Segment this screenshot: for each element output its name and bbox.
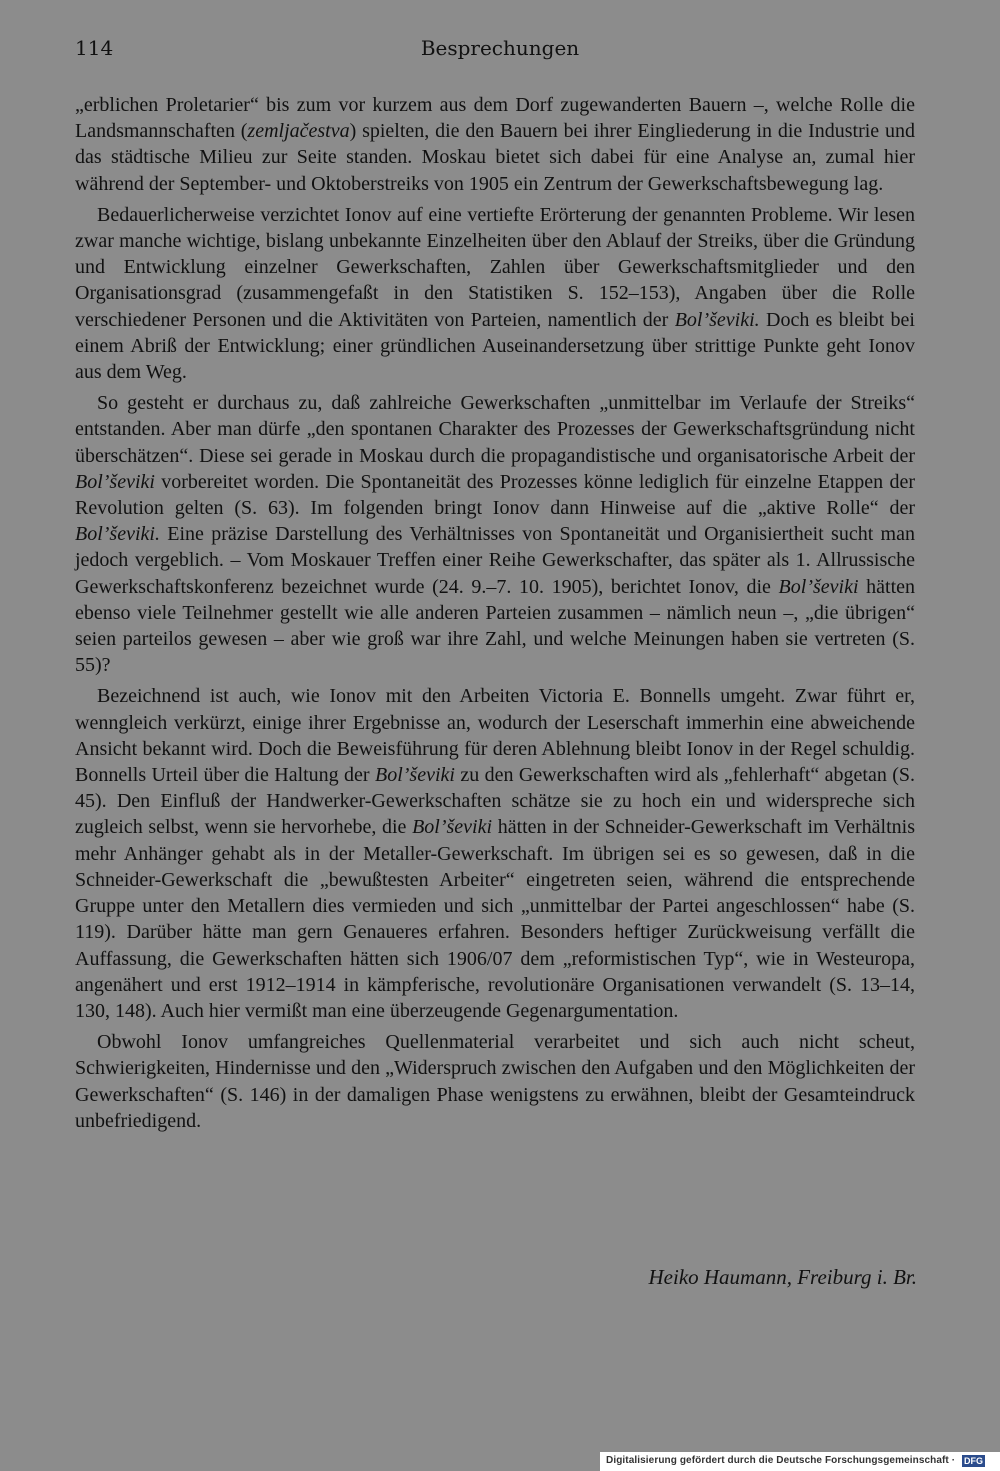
- running-head: Besprechungen: [420, 36, 580, 60]
- italic-term: Bol’ševiki.: [674, 308, 760, 331]
- text-run: hätten in der Schneider-Gewerkschaft im Verhältnis mehr Anhänger gehabt als in der Metaller-Gewerkschaft. Im übrigen sei es so gewesen, daß in die Schneider-Gewerkschaft die „bewußtesten Arbeiter“ eingetreten seien, während die entsprechende Gruppe unter den Metallern dies vermieden und sich „unmittelbar der Partei angeschlossen“ habe (S. 119). Darüber hätte man gern Genaueres erfahren. Besonders heftiger Zurückweisung verfällt die Auffassung, die Gewerkschaften hätten sich 1906/07 dem „reformistischen Typ“, wie in Westeuropa, angenähert und erst 1912–1914 in kämpferische, revolutionäre Organisationen verwandelt (S. 13–14, 130, 148). Auch hier vermißt man eine überzeugende Gegenargumentation.: [75, 816, 915, 1022]
- paragraph: [75, 390, 915, 678]
- italic-term: Bol’ševiki: [374, 764, 455, 787]
- italic-term: Bol’ševiki.: [75, 523, 160, 546]
- text-run: Doch es bleibt bei einem Abriß der Entwicklung; einer gründlichen Auseinandersetzung über strittige Punkte geht Ionov aus dem Weg.: [75, 308, 915, 384]
- dfg-logo-icon: DFG: [964, 1456, 983, 1466]
- text-run: ) spielten, die den Bauern bei ihrer Eingliederung in die Industrie und das städtische Milieu zur Seite standen. Moskau bietet sich dabei für eine Analyse an, zumal hier während der September- und Oktoberstreiks von 1905 ein Zentrum der Gewerkschaftsbewegung lag.: [75, 120, 915, 195]
- italic-term: Bol’ševiki: [75, 470, 155, 493]
- author-signature: Heiko Haumann, Freiburg i. Br.: [648, 1265, 917, 1289]
- text-run: Bedauerlicherweise verzichtet Ionov auf eine vertiefte Erörterung der genannten Probleme. Wir lesen zwar manche wichtige, bislang unbekannte Einzelheiten über den Ablauf der Streiks, über die Gründung und Entwicklung einzelner Gewerkschaften, Zahlen über Gewerkschaftsmitglieder und den Organisationsgrad (zusammengefaßt in den Statistiken S. 152–153), Angaben über die Rolle verschiedener Personen und die Aktivitäten von Parteien, namentlich der: [75, 203, 915, 331]
- text-run: Bezeichnend ist auch, wie Ionov mit den Arbeiten Victoria E. Bonnells umgeht. Zwar führt er, wenngleich verkürzt, einige ihrer Ergebnisse an, wodurch der Leserschaft immerhin eine abweichende Ansicht bekannt wird. Doch die Beweisführung für deren Ablehnung bleibt Ionov in der Regel schuldig. Bonnells Urteil über die Haltung der: [75, 685, 915, 787]
- text-run: zu den Gewerkschaften wird als „fehlerhaft“ abgetan (S. 45). Den Einfluß der Handwerker-Gewerkschaften schätze sie zu hoch ein und widerspreche sich zugleich selbst, wenn sie hervorhebe, die: [75, 764, 915, 839]
- funding-credit: Digitalisierung gefördert durch die Deutsche Forschungsgemeinschaft ·: [606, 1455, 956, 1466]
- text-run: So gesteht er durchaus zu, daß zahlreiche Gewerkschaften „unmittelbar im Verlaufe der Streiks“ entstanden. Aber man dürfe „den spontanen Charakter des Prozesses der Gewerkschaftsgründung nicht überschätzen“. Diese sei gerade in Moskau durch die propagandistische und organisatorische Arbeit der: [75, 392, 915, 467]
- text-run: vorbereitet worden. Die Spontaneität des Prozesses könne lediglich für einzelne Etappen der Revolution gelten (S. 63). Im folgenden bringt Ionov dann Hinweise auf die „aktive Rolle“ der: [75, 470, 915, 520]
- paragraph: [75, 1029, 915, 1134]
- text-run: Obwohl Ionov umfangreiches Quellenmaterial verarbeitet und sich auch nicht scheut, Schwierigkeiten, Hindernisse und den „Widerspruch zwischen den Aufgaben und den Möglichkeiten der Gewerkschaften“ (S. 146) in der damaligen Phase wenigstens zu erwähnen, bleibt der Gesamteindruck unbefriedigend.: [75, 1031, 915, 1132]
- paragraph: [75, 683, 915, 1024]
- page-number: 114: [75, 36, 114, 60]
- italic-term: zemljačestva: [247, 120, 350, 143]
- paragraph: [75, 92, 915, 197]
- article-body: [75, 92, 915, 1139]
- italic-term: Bol’ševiki: [778, 575, 859, 598]
- paragraph: [75, 202, 915, 385]
- text-run: hätten ebenso viele Teilnehmer gestellt wie alle anderen Parteien zusammen – nämlich neun –, „die übrigen“ seien parteilos gewesen – aber wie groß war ihre Zahl, und welche Meinungen haben sie vertreten (S. 55)?: [75, 575, 916, 677]
- italic-term: Bol’ševiki: [412, 816, 493, 839]
- text-run: Eine präzise Darstellung des Verhältnisses von Spontaneität und Organisiertheit sucht man jedoch vergeblich. – Vom Moskauer Treffen einer Reihe Gewerkschafter, das später als 1. Allrussische Gewerkschaftskonferenz bezeichnet wurde (24. 9.–7. 10. 1905), berichtet Ionov, die: [75, 523, 915, 598]
- text-run: „erblichen Proletarier“ bis zum vor kurzem aus dem Dorf zugewanderten Bauern –, welche Rolle die Landsmannschaften (: [75, 94, 915, 143]
